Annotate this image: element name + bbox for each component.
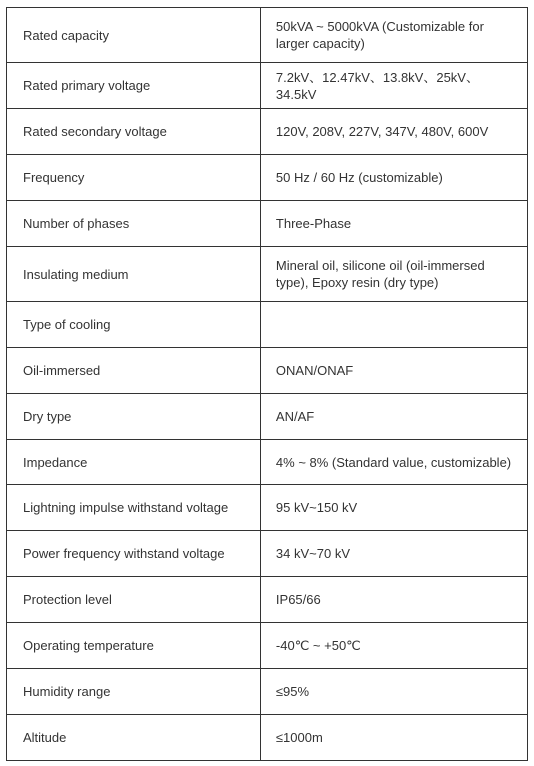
spec-label: Oil-immersed — [7, 348, 261, 394]
spec-label: Altitude — [7, 715, 261, 761]
spec-table — [6, 7, 528, 761]
table-row — [7, 8, 528, 63]
table-row — [7, 394, 528, 440]
table-row — [7, 247, 528, 302]
table-row — [7, 348, 528, 394]
spec-value: ≤1000m — [260, 715, 527, 761]
spec-value: -40℃ ~ +50℃ — [260, 623, 527, 669]
table-row — [7, 485, 528, 531]
spec-label: Rated primary voltage — [7, 63, 261, 109]
spec-value: 4% ~ 8% (Standard value, customizable) — [260, 440, 527, 485]
spec-value: 50 Hz / 60 Hz (customizable) — [260, 155, 527, 201]
table-row — [7, 669, 528, 715]
spec-value: AN/AF — [260, 394, 527, 440]
spec-table-body — [7, 8, 528, 761]
table-row — [7, 155, 528, 201]
spec-value — [260, 302, 527, 348]
spec-value: Mineral oil, silicone oil (oil-immersed type), Epoxy resin (dry type) — [260, 247, 527, 302]
spec-label: Dry type — [7, 394, 261, 440]
table-row — [7, 531, 528, 577]
spec-label: Power frequency withstand voltage — [7, 531, 261, 577]
spec-label: Humidity range — [7, 669, 261, 715]
table-row — [7, 109, 528, 155]
table-row — [7, 63, 528, 109]
spec-value: ≤95% — [260, 669, 527, 715]
spec-value: 50kVA ~ 5000kVA (Customizable for larger capacity) — [260, 8, 527, 63]
spec-label: Frequency — [7, 155, 261, 201]
spec-value: 120V, 208V, 227V, 347V, 480V, 600V — [260, 109, 527, 155]
spec-value: 7.2kV、12.47kV、13.8kV、25kV、34.5kV — [260, 63, 527, 109]
table-row — [7, 302, 528, 348]
table-row — [7, 577, 528, 623]
spec-value: 95 kV~150 kV — [260, 485, 527, 531]
table-row — [7, 201, 528, 247]
table-row — [7, 623, 528, 669]
spec-label: Type of cooling — [7, 302, 261, 348]
spec-label: Number of phases — [7, 201, 261, 247]
table-row — [7, 715, 528, 761]
spec-label: Rated capacity — [7, 8, 261, 63]
spec-label: Insulating medium — [7, 247, 261, 302]
spec-value: ONAN/ONAF — [260, 348, 527, 394]
spec-label: Rated secondary voltage — [7, 109, 261, 155]
spec-label: Lightning impulse withstand voltage — [7, 485, 261, 531]
spec-label: Operating temperature — [7, 623, 261, 669]
spec-label: Protection level — [7, 577, 261, 623]
spec-value: IP65/66 — [260, 577, 527, 623]
table-row — [7, 440, 528, 485]
spec-value: Three-Phase — [260, 201, 527, 247]
spec-label: Impedance — [7, 440, 261, 485]
spec-value: 34 kV~70 kV — [260, 531, 527, 577]
